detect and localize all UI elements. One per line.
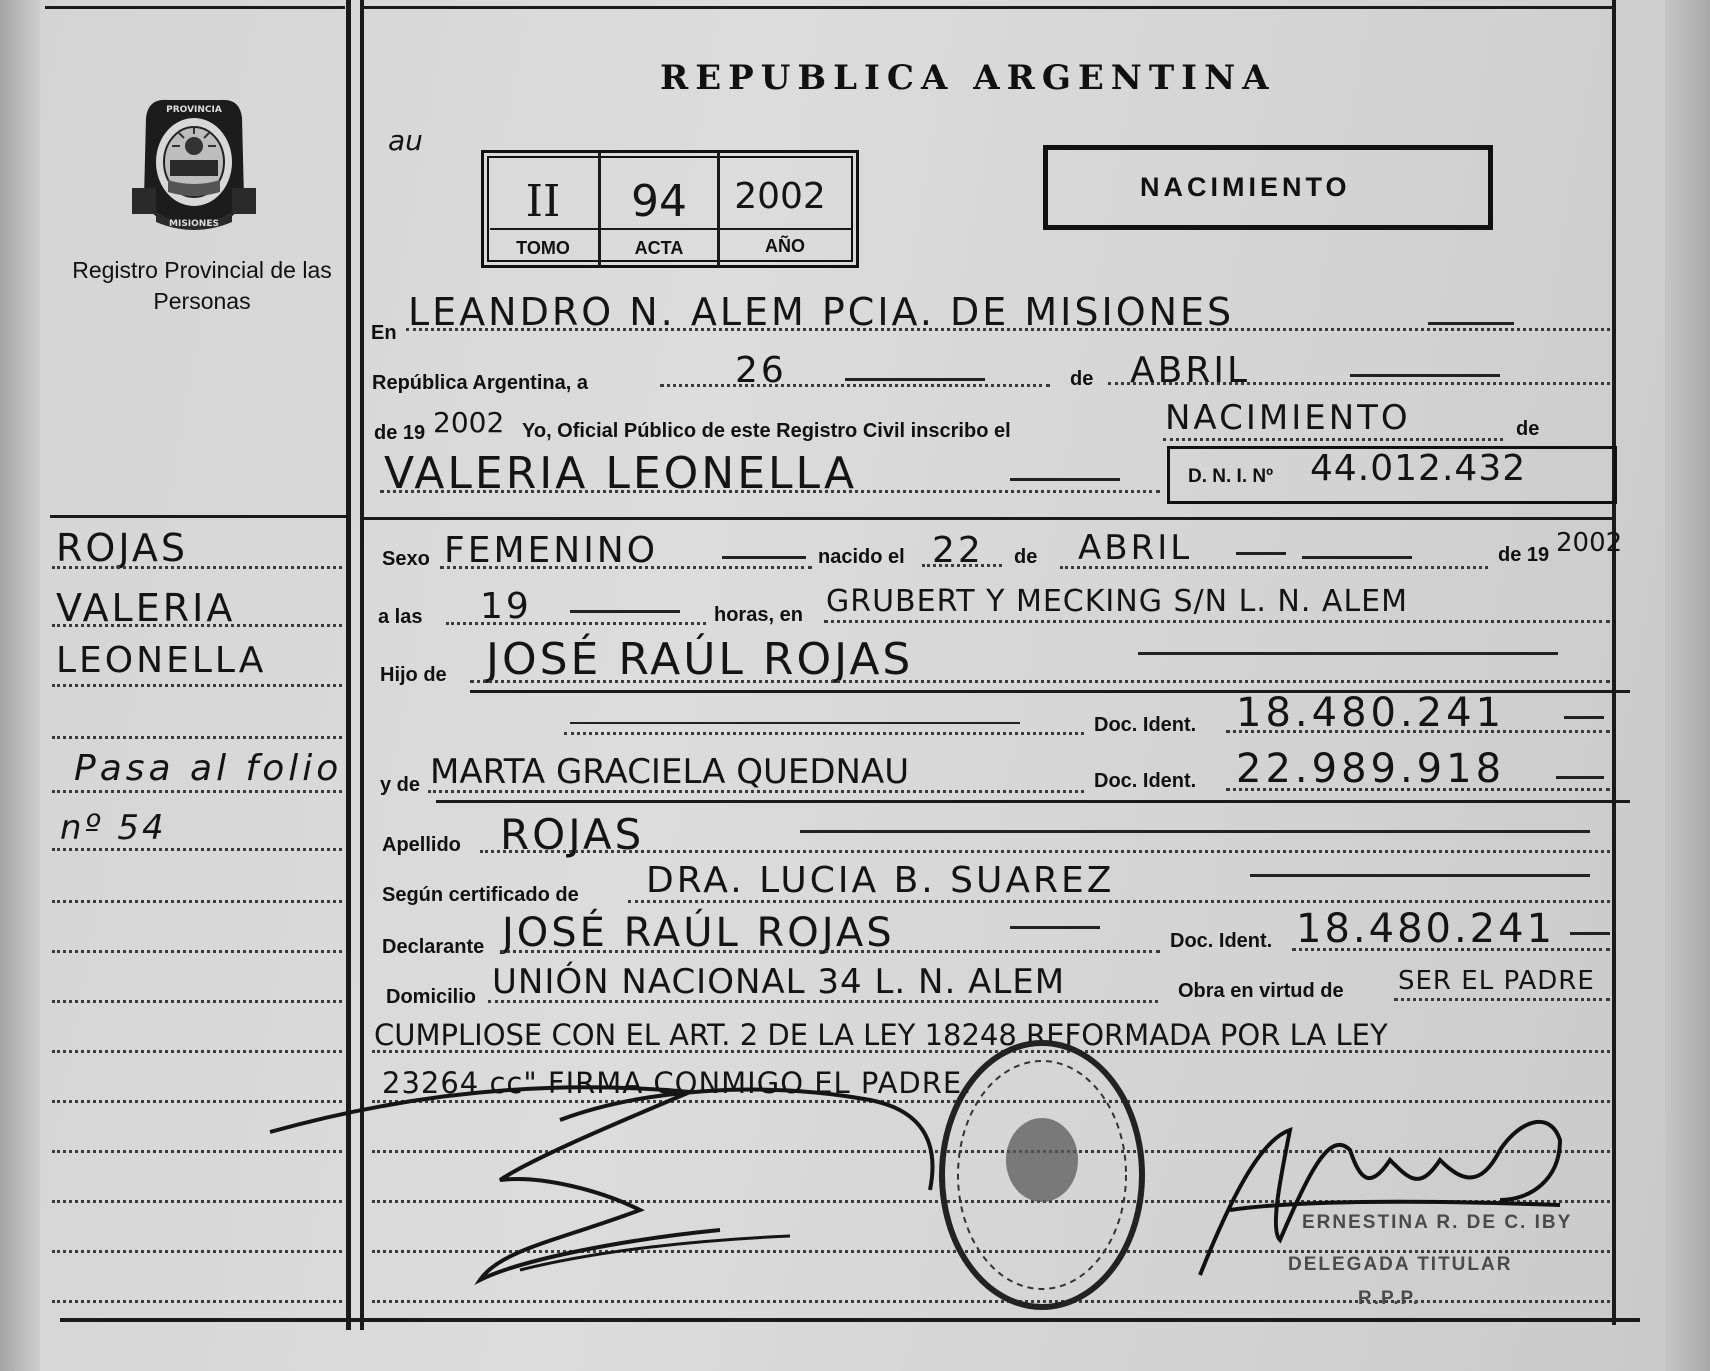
official-role: DELEGADA TITULAR xyxy=(1288,1254,1513,1275)
note-line-2: 23264 cc" FIRMA CONMIGO EL PADRE. xyxy=(382,1066,973,1100)
role-value: SER EL PADRE xyxy=(1398,966,1595,996)
place-value: LEANDRO N. ALEM PCIA. DE MISIONES xyxy=(408,290,1235,334)
birth-place: GRUBERT Y MECKING S/N L. N. ALEM xyxy=(826,584,1409,619)
sidebar-surname: ROJAS xyxy=(56,526,188,570)
birth-month: ABRIL xyxy=(1078,528,1193,568)
inscribe-text: Yo, Oficial Público de este Registro Civil inscribo el xyxy=(522,420,1011,442)
mother-doc: 22.989.918 xyxy=(1236,746,1506,792)
day-value: 26 xyxy=(735,350,787,391)
dni-label: D. N. I. Nº xyxy=(1188,466,1274,487)
dni-value: 44.012.432 xyxy=(1310,448,1527,489)
father-label: Hijo de xyxy=(380,664,447,686)
role-label: Obra en virtud de xyxy=(1178,980,1344,1002)
acta-label: ACTA xyxy=(634,238,684,258)
certifier: DRA. LUCIA B. SUAREZ xyxy=(646,860,1115,901)
date-label: República Argentina, a xyxy=(372,372,588,394)
hour-label: a las xyxy=(378,606,423,628)
registry-name: Registro Provincial de las Personas xyxy=(72,257,332,314)
record-type: NACIMIENTO xyxy=(1140,172,1351,202)
year-label: de 19 xyxy=(374,422,426,444)
father-name: JOSÉ RAÚL ROJAS xyxy=(486,634,914,685)
tomo-label: TOMO xyxy=(516,238,570,258)
place-label: En xyxy=(371,322,397,344)
act-value: NACIMIENTO xyxy=(1165,398,1411,438)
surname-value: ROJAS xyxy=(500,810,645,859)
official-signature xyxy=(1200,1122,1560,1275)
hour-value: 19 xyxy=(480,586,532,627)
father-doc: 18.480.241 xyxy=(1236,690,1506,736)
birth-year-label: de 19 xyxy=(1498,544,1550,566)
birth-place-label: horas, en xyxy=(714,604,803,626)
official-office: R.P.P. xyxy=(1358,1288,1421,1309)
note-line-1: CUMPLIOSE CON EL ART. 2 DE LA LEY 18248 REFORMADA POR LA LEY xyxy=(374,1018,1388,1052)
sidebar-note-2: nº 54 xyxy=(60,808,167,848)
birth-month-connector: de xyxy=(1014,546,1038,568)
declarant-doc: 18.480.241 xyxy=(1296,906,1556,952)
sidebar-first-name: VALERIA xyxy=(56,586,236,630)
sex-label: Sexo xyxy=(382,548,430,570)
mother-label: y de xyxy=(380,774,421,796)
sex-value: FEMENINO xyxy=(444,530,659,571)
act-connector: de xyxy=(1516,418,1540,440)
ano-label: AÑO xyxy=(765,236,805,256)
acta-value: 94 xyxy=(631,176,687,227)
father-signature xyxy=(270,1087,933,1280)
certificate-label: Según certificado de xyxy=(382,884,579,906)
tomo-value: II xyxy=(525,176,561,227)
born-label: nacido el xyxy=(818,546,905,568)
mother-name: MARTA GRACIELA QUEDNAU xyxy=(430,752,910,792)
document-title: REPUBLICA ARGENTINA xyxy=(660,58,1276,98)
child-name: VALERIA LEONELLA xyxy=(384,448,858,499)
declarant-label: Declarante xyxy=(382,936,485,958)
seal-top-text: PROVINCIA xyxy=(166,105,222,115)
birth-day: 22 xyxy=(932,530,984,571)
father-doc-label: Doc. Ident. xyxy=(1094,714,1197,736)
surname-label: Apellido xyxy=(382,834,461,856)
declarant-doc-label: Doc. Ident. xyxy=(1170,930,1273,952)
year-value: 2002 xyxy=(433,406,505,439)
seal-bottom-text: MISIONES xyxy=(169,219,219,229)
official-name: ERNESTINA R. DE C. IBY xyxy=(1302,1212,1573,1233)
month-connector: de xyxy=(1070,368,1094,390)
sidebar-middle-name: LEONELLA xyxy=(56,640,267,681)
domicile-value: UNIÓN NACIONAL 34 L. N. ALEM xyxy=(492,962,1066,1002)
month-value: ABRIL xyxy=(1130,350,1251,391)
ano-value: 2002 xyxy=(734,176,826,217)
sidebar-note-1: Pasa al folio xyxy=(74,748,343,789)
mother-doc-label: Doc. Ident. xyxy=(1094,770,1197,792)
declarant-name: JOSÉ RAÚL ROJAS xyxy=(502,910,895,956)
margin-note: au xyxy=(388,124,423,157)
birth-year: 2002 xyxy=(1556,528,1623,558)
domicile-label: Domicilio xyxy=(386,986,477,1008)
